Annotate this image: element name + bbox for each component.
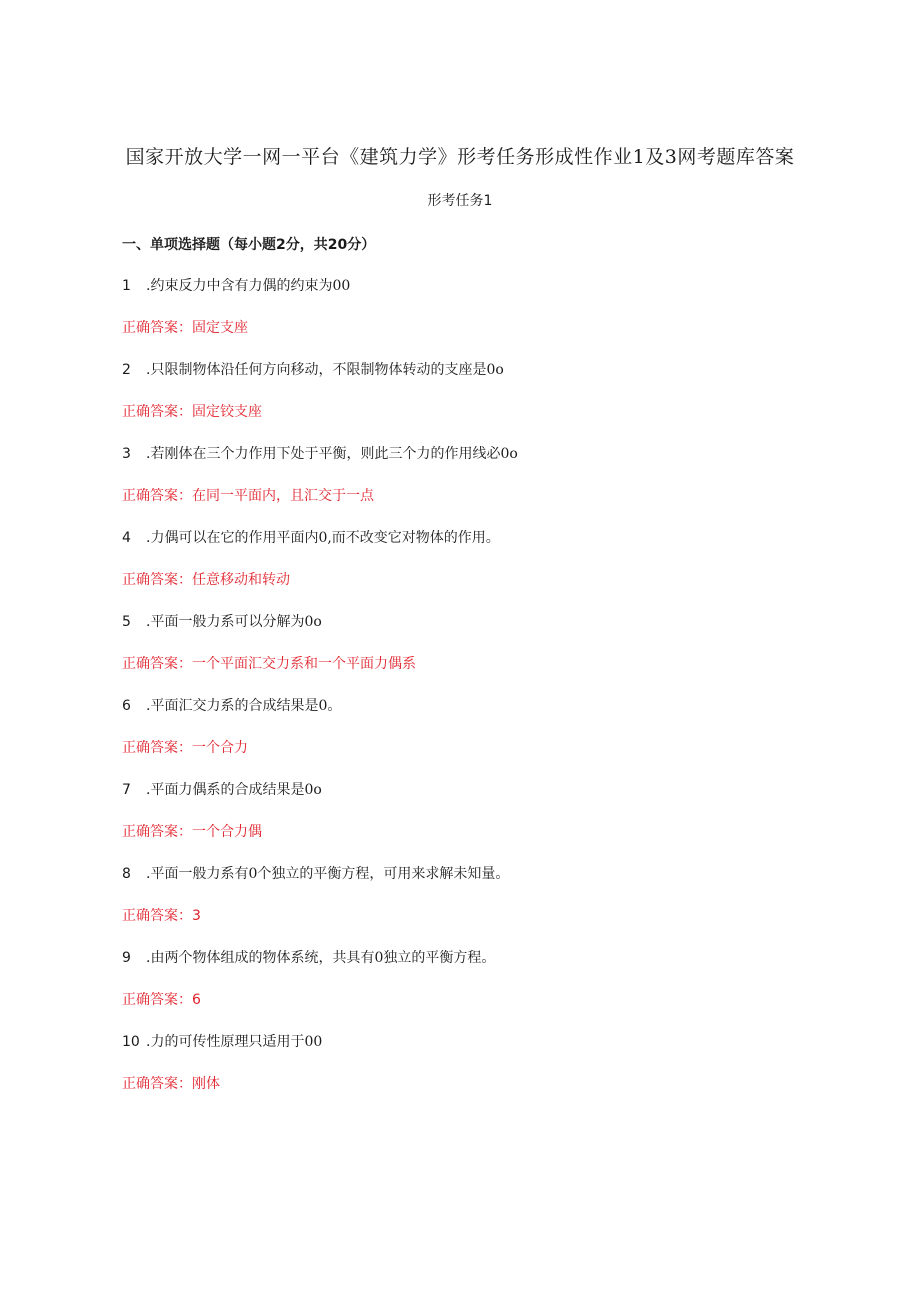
answer-text: 一个平面汇交力系和一个平面力偶系 bbox=[192, 656, 416, 672]
answer-text: 一个合力偶 bbox=[192, 824, 262, 840]
answer-line bbox=[122, 402, 842, 444]
answer-prefix: 正确答案： bbox=[122, 824, 192, 840]
question-text: .平面一般力系有0个独立的平衡方程，可用来求解未知量。 bbox=[146, 866, 510, 882]
question-number: 7 bbox=[122, 782, 131, 798]
section-heading: 一、单项选择题（每小题2分，共20分） bbox=[122, 237, 376, 253]
answer-text: 在同一平面内，且汇交于一点 bbox=[192, 488, 374, 504]
answer-prefix: 正确答案： bbox=[122, 572, 192, 588]
question-line bbox=[122, 360, 842, 402]
answer-prefix: 正确答案： bbox=[122, 656, 192, 672]
answer-prefix: 正确答案： bbox=[122, 740, 192, 756]
question-text: .约束反力中含有力偶的约束为00 bbox=[146, 278, 351, 294]
answer-line bbox=[122, 318, 842, 360]
answer-line bbox=[122, 1074, 842, 1116]
question-number: 10 bbox=[122, 1034, 140, 1050]
question-number: 2 bbox=[122, 362, 131, 378]
document-title: 国家开放大学一网一平台《建筑力学》形考任务形成性作业1及3网考题库答案 bbox=[125, 146, 795, 168]
question-line bbox=[122, 276, 842, 318]
question-text: .只限制物体沿任何方向移动，不限制物体转动的支座是0o bbox=[146, 362, 504, 378]
question-text: .平面汇交力系的合成结果是0。 bbox=[146, 698, 342, 714]
answer-text: 固定铰支座 bbox=[192, 404, 262, 420]
question-list bbox=[122, 276, 842, 1116]
answer-text: 3 bbox=[192, 908, 201, 924]
question-item bbox=[122, 948, 842, 1032]
question-item bbox=[122, 528, 842, 612]
question-text: .力偶可以在它的作用平面内0,而不改变它对物体的作用。 bbox=[146, 530, 500, 546]
answer-prefix: 正确答案： bbox=[122, 488, 192, 504]
document-subtitle: 形考任务1 bbox=[427, 193, 493, 209]
answer-text: 一个合力 bbox=[192, 740, 248, 756]
answer-prefix: 正确答案： bbox=[122, 1076, 192, 1092]
answer-text: 固定支座 bbox=[192, 320, 248, 336]
answer-prefix: 正确答案： bbox=[122, 908, 192, 924]
question-item bbox=[122, 780, 842, 864]
answer-prefix: 正确答案： bbox=[122, 992, 192, 1008]
answer-line bbox=[122, 822, 842, 864]
answer-text: 刚体 bbox=[192, 1076, 220, 1092]
question-text: .由两个物体组成的物体系统，共具有0独立的平衡方程。 bbox=[146, 950, 496, 966]
answer-prefix: 正确答案： bbox=[122, 320, 192, 336]
question-line bbox=[122, 864, 842, 906]
question-text: .力的可传性原理只适用于00 bbox=[146, 1034, 323, 1050]
question-number: 1 bbox=[122, 278, 131, 294]
answer-prefix: 正确答案： bbox=[122, 404, 192, 420]
question-line bbox=[122, 696, 842, 738]
question-item bbox=[122, 276, 842, 360]
question-item bbox=[122, 360, 842, 444]
question-number: 5 bbox=[122, 614, 131, 630]
question-line bbox=[122, 1032, 842, 1074]
answer-line bbox=[122, 906, 842, 948]
answer-line bbox=[122, 990, 842, 1032]
question-number: 4 bbox=[122, 530, 131, 546]
answer-line bbox=[122, 570, 842, 612]
question-item bbox=[122, 1032, 842, 1116]
answer-text: 任意移动和转动 bbox=[192, 572, 290, 588]
answer-line bbox=[122, 654, 842, 696]
question-line bbox=[122, 528, 842, 570]
question-item bbox=[122, 444, 842, 528]
question-item bbox=[122, 612, 842, 696]
question-number: 9 bbox=[122, 950, 131, 966]
answer-line bbox=[122, 738, 842, 780]
answer-text: 6 bbox=[192, 992, 201, 1008]
question-line bbox=[122, 948, 842, 990]
question-line bbox=[122, 612, 842, 654]
question-text: .平面力偶系的合成结果是0o bbox=[146, 782, 322, 798]
question-number: 3 bbox=[122, 446, 131, 462]
question-line bbox=[122, 444, 842, 486]
question-item bbox=[122, 864, 842, 948]
question-line bbox=[122, 780, 842, 822]
question-text: .若刚体在三个力作用下处于平衡，则此三个力的作用线必0o bbox=[146, 446, 518, 462]
question-item bbox=[122, 696, 842, 780]
question-number: 8 bbox=[122, 866, 131, 882]
question-text: .平面一般力系可以分解为0o bbox=[146, 614, 322, 630]
answer-line bbox=[122, 486, 842, 528]
question-number: 6 bbox=[122, 698, 131, 714]
